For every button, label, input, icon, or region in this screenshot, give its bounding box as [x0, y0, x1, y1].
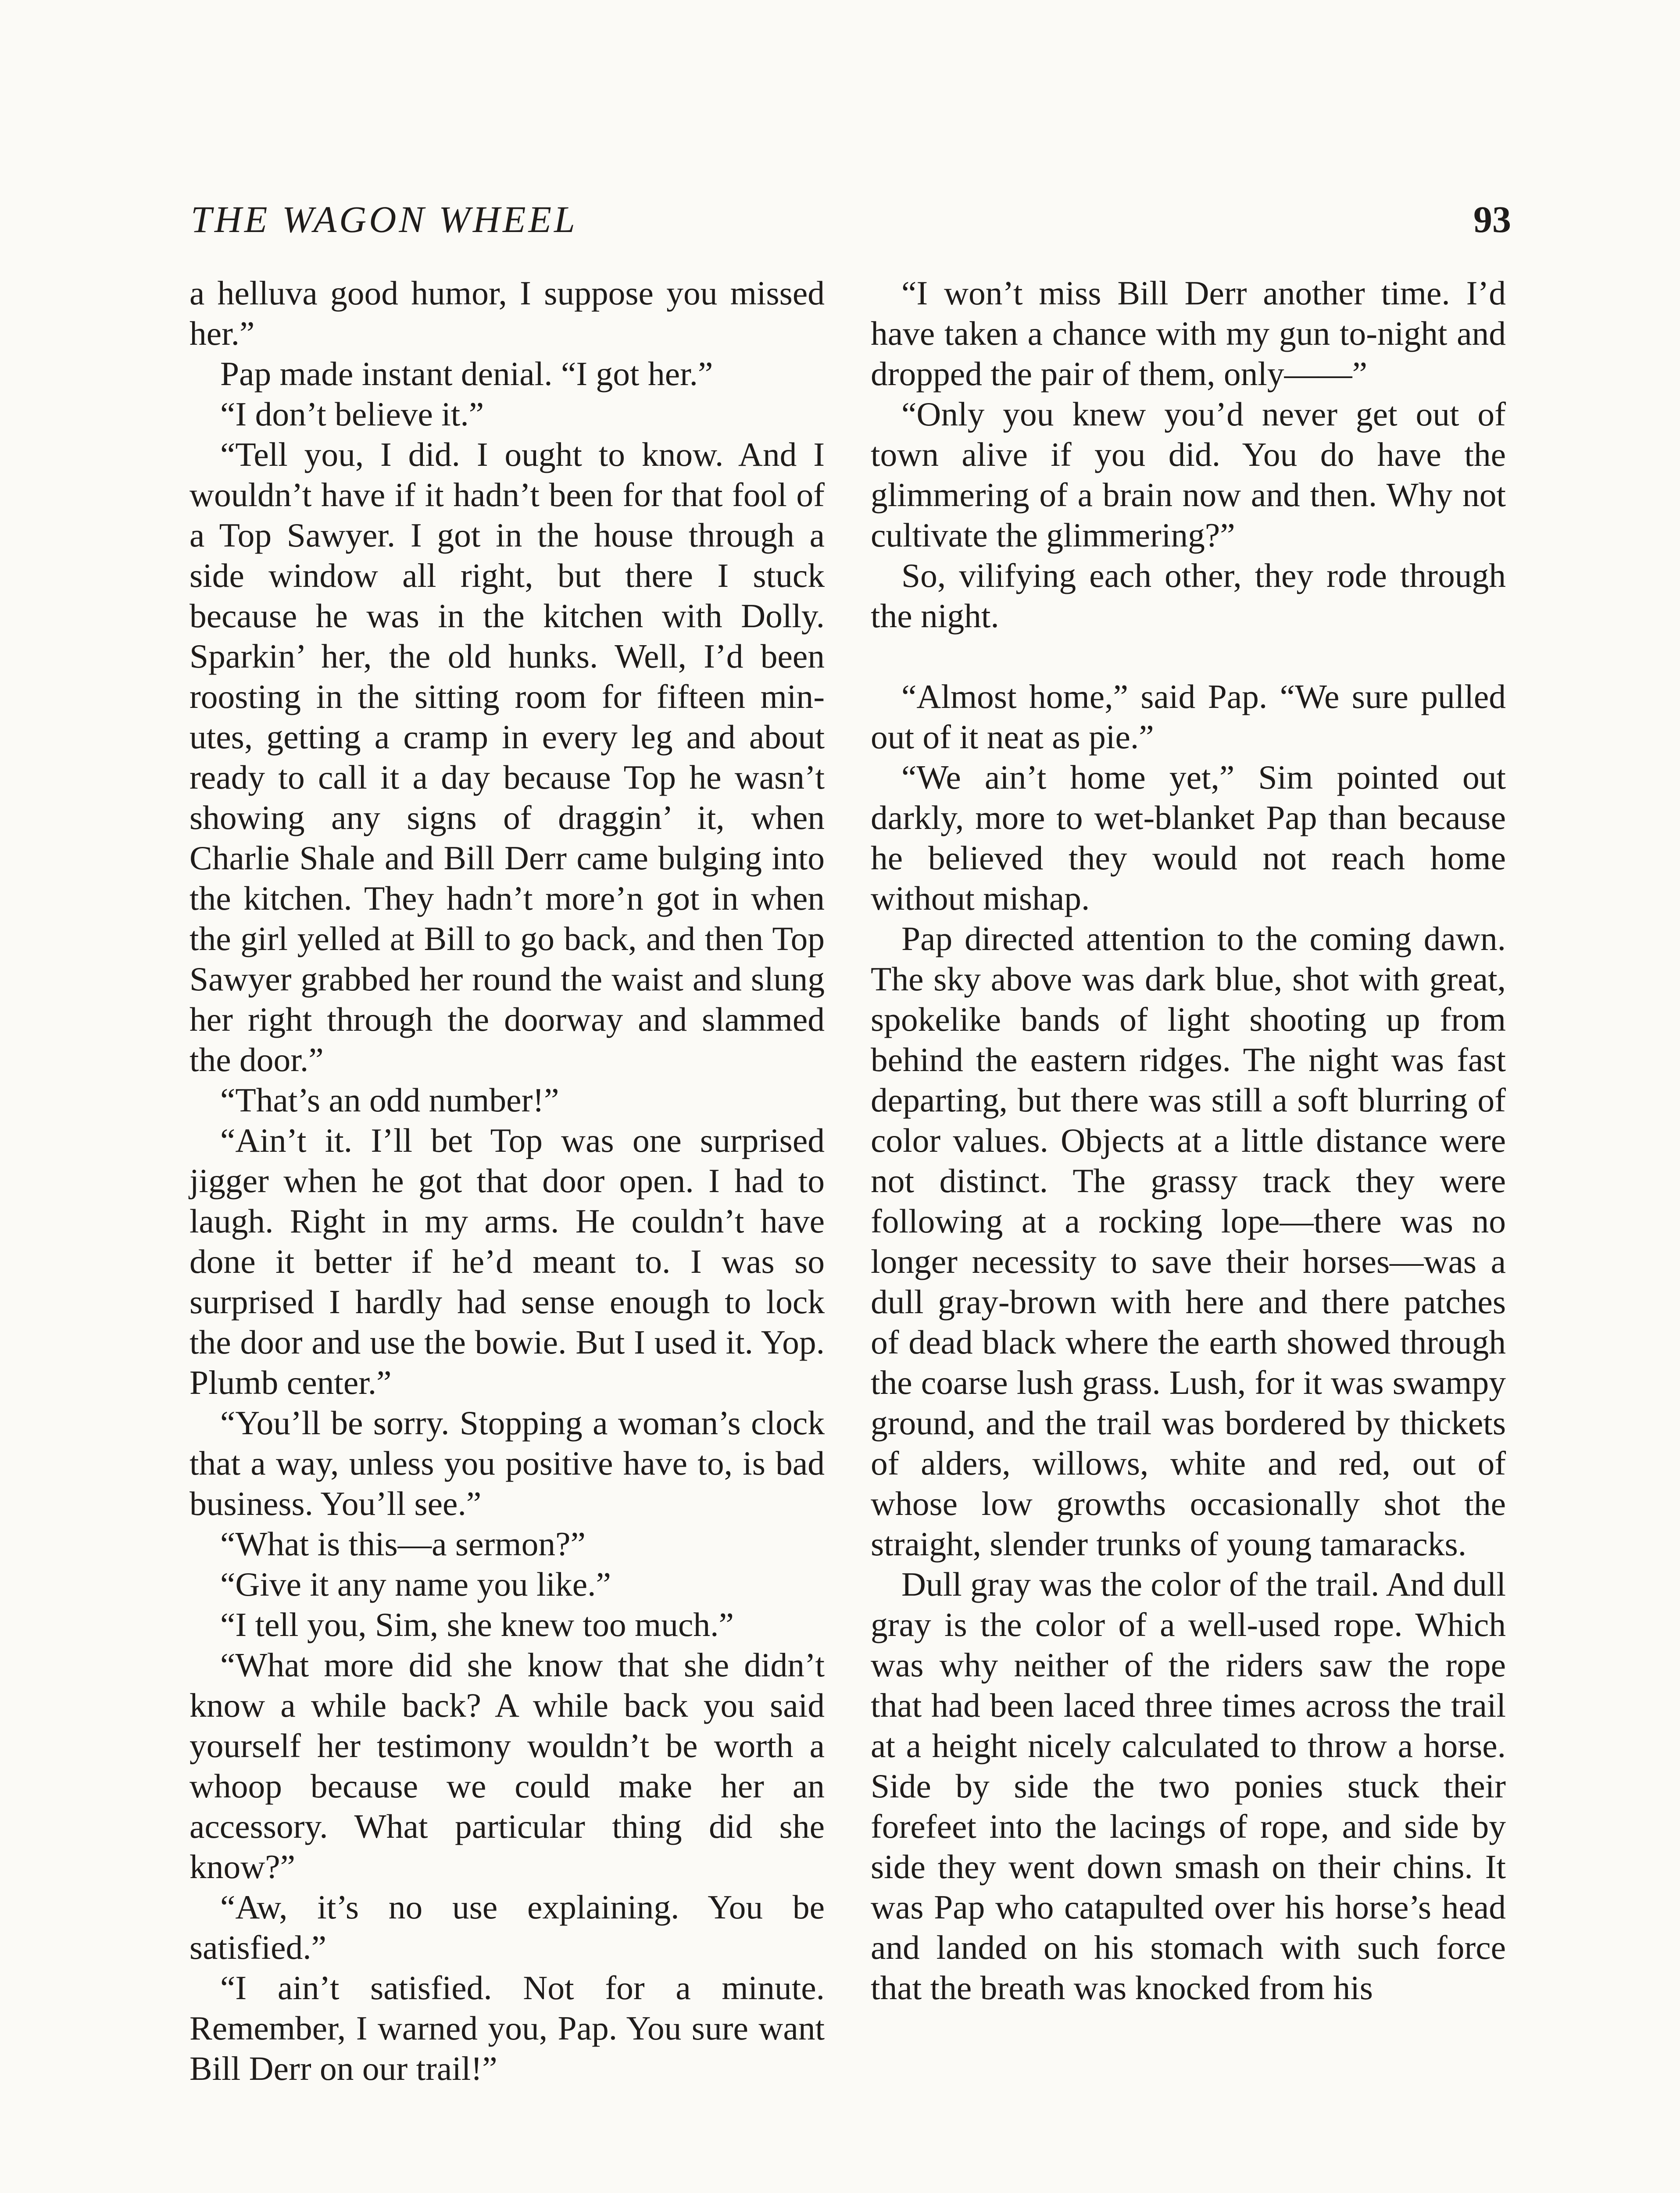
paragraph: “You’ll be sorry. Stopping a woman’s clock that a way, unless you positive have to, is bad business. You’ll see.”	[189, 1404, 825, 1522]
paragraph: “Almost home,” said Pap. “We sure pulled out of it neat as pie.”	[871, 678, 1506, 756]
paragraph: Pap directed attention to the coming dawn. The sky above was dark blue, shot with great, spokelike bands of light shooting up from behind the eastern ridges. The night was fast departing, but there was still a soft blurring of color values. Objects at a little distance were not distinct. The grassy track they were following at a rocking lope—there was no longer necessity to save their horses—was a dull gray-brown with here and there patches of dead black where the earth showed through the coarse lush grass. Lush, for it was swampy ground, and the trail was bordered by thickets of alders, willows, white and red, out of whose low growths occasionally shot the straight, slender trunks of young tamaracks.	[871, 920, 1506, 1563]
paragraph: “Only you knew you’d never get out of town alive if you did. You do have the glimmering of a brain now and then. Why not cultivate the glimmering?”	[871, 395, 1506, 554]
page-header	[191, 193, 1511, 250]
paragraph: “Tell you, I did. I ought to know. And I wouldn’t have if it hadn’t been for that fool of a Top Sawyer. I got in the house through a side window all right, but there I stuck because he was in the kitchen with Dolly. Sparkin’ her, the old hunks. Well, I’d been roosting in the sitting room for fifteen minutes, getting a cramp in every leg and about ready to call it a day because Top he wasn’t showing any signs of draggin’ it, when Charlie Shale and Bill Derr came bulging into the kitchen. They hadn’t more’n got in when the girl yelled at Bill to go back, and then Top Sawyer grabbed her round the waist and slung her right through the doorway and slammed the door.”	[189, 436, 825, 1079]
paragraph: “Aw, it’s no use explaining. You be satisfied.”	[189, 1888, 825, 1966]
paragraph: “I tell you, Sim, she knew too much.”	[220, 1606, 734, 1643]
paragraph: “Ain’t it. I’ll bet Top was one surprised jigger when he got that door open. I had to laugh. Right in my arms. He couldn’t have done it better if he’d meant to. I was so surprised I hardly had sense enough to lock the door and use the bowie. But I used it. Yop. Plumb center.”	[189, 1122, 825, 1401]
paragraph: Pap made instant denial. “I got her.”	[220, 355, 713, 393]
paragraph: “That’s an odd number!”	[220, 1081, 559, 1119]
paragraph: “What is this—a sermon?”	[220, 1525, 586, 1563]
left-text-column	[189, 273, 825, 2089]
page-number: 93	[1473, 198, 1511, 240]
paragraph: “I don’t believe it.”	[220, 395, 484, 433]
paragraph: “I ain’t satisfied. Not for a minute. Remember, I warned you, Pap. You sure want Bill Derr on our trail!”	[189, 1969, 825, 2087]
paragraph: “What more did she know that she didn’t know a while back? A while back you said yourself her testimony wouldn’t be worth a whoop because we could make her an accessory. What particular thing did she know?”	[189, 1646, 825, 1886]
paragraph: “I won’t miss Bill Derr another time. I’d have taken a chance with my gun to-night and dropped the pair of them, only——”	[871, 274, 1506, 393]
paragraph: So, vilifying each other, they rode through the night.	[871, 557, 1506, 635]
right-text-column	[871, 273, 1506, 2008]
running-title: THE WAGON WHEEL	[191, 198, 578, 240]
paragraph: “We ain’t home yet,” Sim pointed out darkly, more to wet-blanket Pap than because he believed they would not reach home without mishap.	[871, 758, 1506, 917]
paragraph: “Give it any name you like.”	[220, 1565, 611, 1603]
paragraph: a helluva good humor, I suppose you missed her.”	[189, 274, 825, 352]
paragraph: Dull gray was the color of the trail. And dull gray is the color of a well-used rope. Which was why neither of the riders saw the rope that had been laced three times across the trail at a height nicely calculated to throw a horse. Side by side the two ponies stuck their forefeet into the lacings of rope, and side by side they went down smash on their chins. It was Pap who catapulted over his horse’s head and landed on his stomach with such force that the breath was knocked from his	[871, 1565, 1506, 2007]
